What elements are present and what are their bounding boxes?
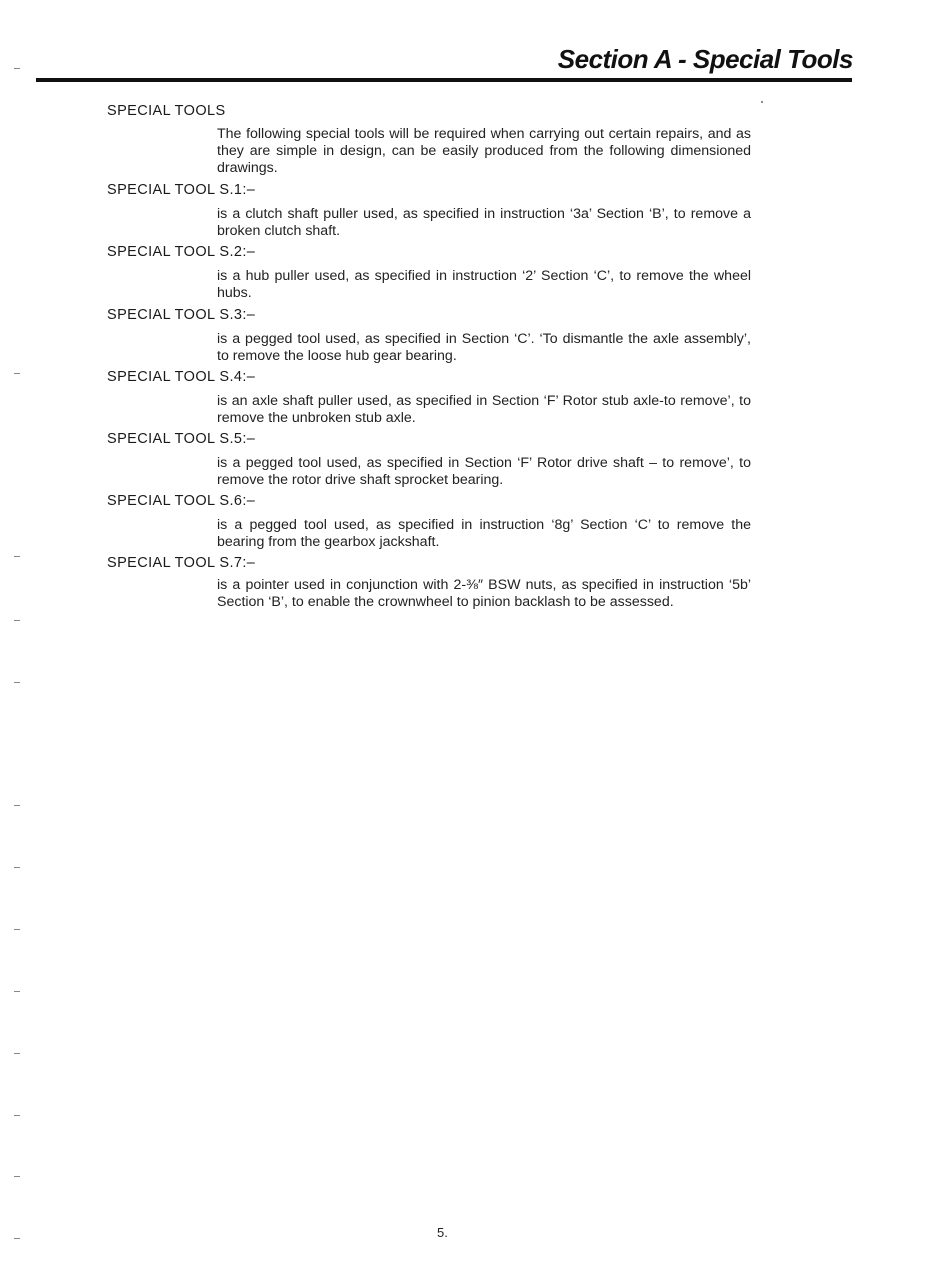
margin-mark bbox=[14, 68, 20, 69]
section-heading: SPECIAL TOOL S.4:– bbox=[107, 369, 256, 385]
margin-mark bbox=[14, 1115, 20, 1116]
section-heading: SPECIAL TOOL S.5:– bbox=[107, 431, 256, 447]
page-number: 5. bbox=[437, 1225, 448, 1240]
section-heading: SPECIAL TOOL S.7:– bbox=[107, 555, 256, 571]
section-text: is a clutch shaft puller used, as specified in instruction ‘3a’ Section ‘B’, to remove a broken clutch shaft. bbox=[217, 206, 751, 239]
section-text: is a hub puller used, as specified in instruction ‘2’ Section ‘C’, to remove the wheel hubs. bbox=[217, 268, 751, 301]
section-text: is a pegged tool used, as specified in Section ‘F’ Rotor drive shaft – to remove’, to remove the rotor drive shaft sprocket bearing. bbox=[217, 455, 751, 488]
margin-mark bbox=[14, 991, 20, 992]
margin-mark bbox=[14, 1176, 20, 1177]
section-text: is an axle shaft puller used, as specified in Section ‘F’ Rotor stub axle-to remove’, to remove the unbroken stub axle. bbox=[217, 393, 751, 426]
margin-mark bbox=[14, 373, 20, 374]
margin-mark bbox=[14, 620, 20, 621]
section-heading: SPECIAL TOOL S.6:– bbox=[107, 493, 256, 509]
scan-speck bbox=[761, 101, 763, 103]
margin-mark bbox=[14, 929, 20, 930]
margin-mark bbox=[14, 1053, 20, 1054]
section-text: The following special tools will be required when carrying out certain repairs, and as they are simple in design, can be easily produced from the following dimensioned drawings. bbox=[217, 126, 751, 176]
section-heading: SPECIAL TOOL S.2:– bbox=[107, 244, 256, 260]
page-header-title: Section A - Special Tools bbox=[557, 44, 853, 74]
section-heading: SPECIAL TOOL S.3:– bbox=[107, 307, 256, 323]
margin-mark bbox=[14, 1238, 20, 1239]
margin-mark bbox=[14, 556, 20, 557]
section-text: is a pointer used in conjunction with 2-⅜″ BSW nuts, as specified in instruction ‘5b’ Section ‘B’, to enable the crownwheel to pinion backlash to be assessed. bbox=[217, 577, 751, 610]
section-text: is a pegged tool used, as specified in instruction ‘8g’ Section ‘C’ to remove the bearing from the gearbox jackshaft. bbox=[217, 517, 751, 550]
header-rule bbox=[36, 78, 852, 82]
margin-mark bbox=[14, 867, 20, 868]
section-text: is a pegged tool used, as specified in Section ‘C’. ‘To dismantle the axle assembly’, to remove the loose hub gear bearing. bbox=[217, 331, 751, 364]
section-heading: SPECIAL TOOL S.1:– bbox=[107, 182, 256, 198]
margin-mark bbox=[14, 682, 20, 683]
section-heading: SPECIAL TOOLS bbox=[107, 103, 226, 119]
margin-mark bbox=[14, 805, 20, 806]
